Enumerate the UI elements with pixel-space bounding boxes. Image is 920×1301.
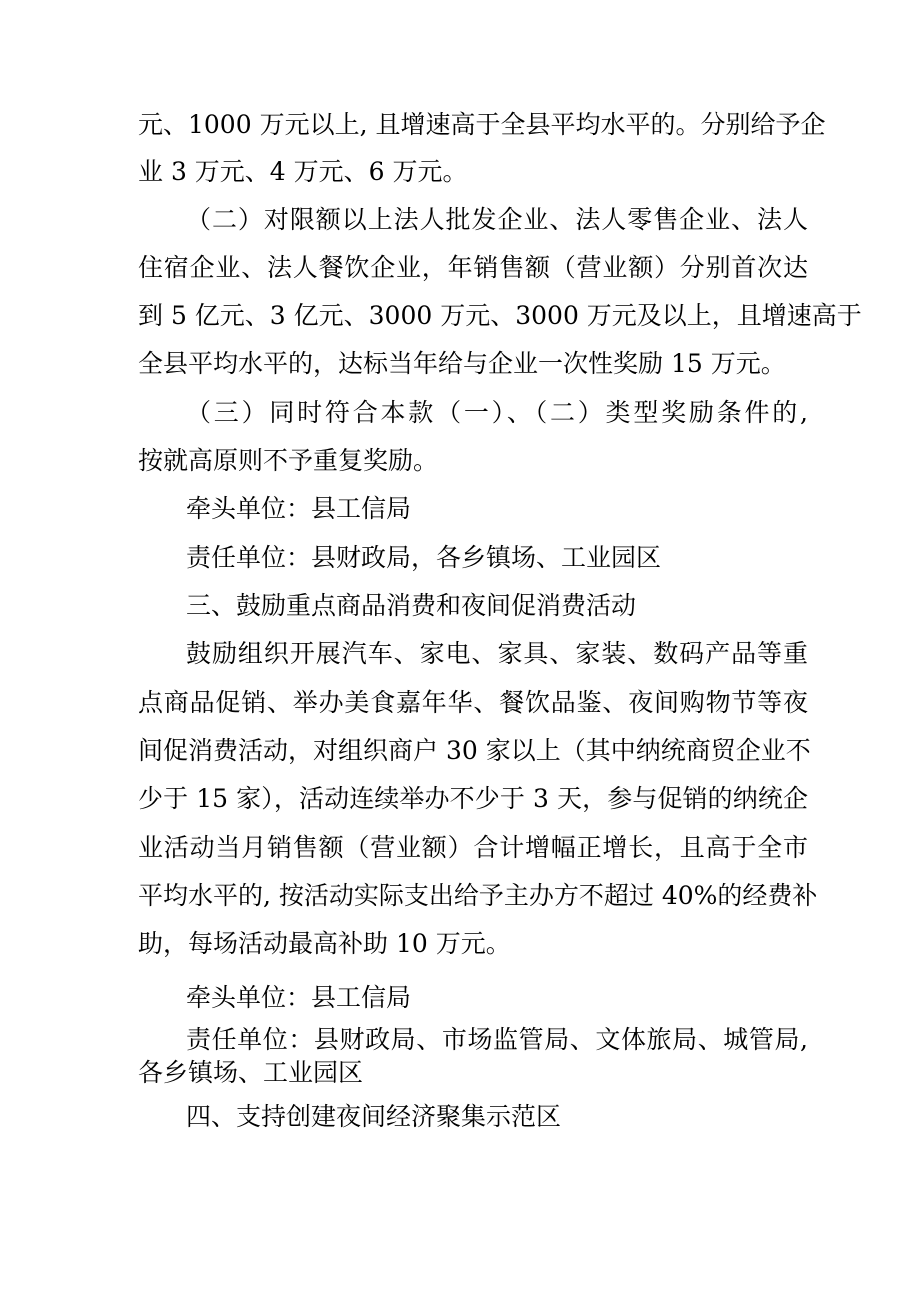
responsible-unit-line: 责任单位：县财政局，各乡镇场、工业园区 xyxy=(186,543,662,572)
responsible-unit-line: 责任单位：县财政局、市场监管局、文体旅局、城管局, xyxy=(186,1025,808,1054)
paragraph-line: （三）同时符合本款（一）、（二）类型奖励条件的, xyxy=(186,398,808,427)
paragraph-line: 全县平均水平的，达标当年给与企业一次性奖励 15 万元。 xyxy=(138,349,786,378)
section-heading: 四、支持创建夜间经济聚集示范区 xyxy=(186,1102,562,1131)
responsible-unit-line: 各乡镇场、工业园区 xyxy=(138,1058,364,1087)
paragraph-line: 少于 15 家），活动连续举办不少于 3 天，参与促销的纳统企 xyxy=(138,784,808,813)
paragraph-line: 助，每场活动最高补助 10 万元。 xyxy=(138,929,511,958)
paragraph-line: 业活动当月销售额（营业额）合计增幅正增长，且高于全市 xyxy=(138,833,808,862)
paragraph-line: 业 3 万元、4 万元、6 万元。 xyxy=(138,157,468,186)
section-heading: 三、鼓励重点商品消费和夜间促消费活动 xyxy=(186,591,637,620)
paragraph-line: （二）对限额以上法人批发企业、法人零售企业、法人 xyxy=(186,205,808,234)
paragraph-line: 按就高原则不予重复奖励。 xyxy=(138,446,439,475)
paragraph-line: 间促消费活动，对组织商户 30 家以上（其中纳统商贸企业不 xyxy=(138,736,811,765)
paragraph-line: 点商品促销、举办美食嘉年华、餐饮品鉴、夜间购物节等夜 xyxy=(138,688,808,717)
lead-unit-line: 牵头单位：县工信局 xyxy=(186,983,412,1012)
paragraph-line: 元、1000 万元以上, 且增速高于全县平均水平的。分别给予企 xyxy=(138,110,826,139)
paragraph-line: 鼓励组织开展汽车、家电、家具、家装、数码产品等重 xyxy=(186,639,808,668)
paragraph-line: 平均水平的, 按活动实际支出给予主办方不超过 40%的经费补 xyxy=(138,881,818,910)
paragraph-line: 住宿企业、法人餐饮企业，年销售额（营业额）分别首次达 xyxy=(138,253,808,282)
lead-unit-line: 牵头单位：县工信局 xyxy=(186,494,412,523)
paragraph-line: 到 5 亿元、3 亿元、3000 万元、3000 万元及以上，且增速高于 xyxy=(138,301,862,330)
